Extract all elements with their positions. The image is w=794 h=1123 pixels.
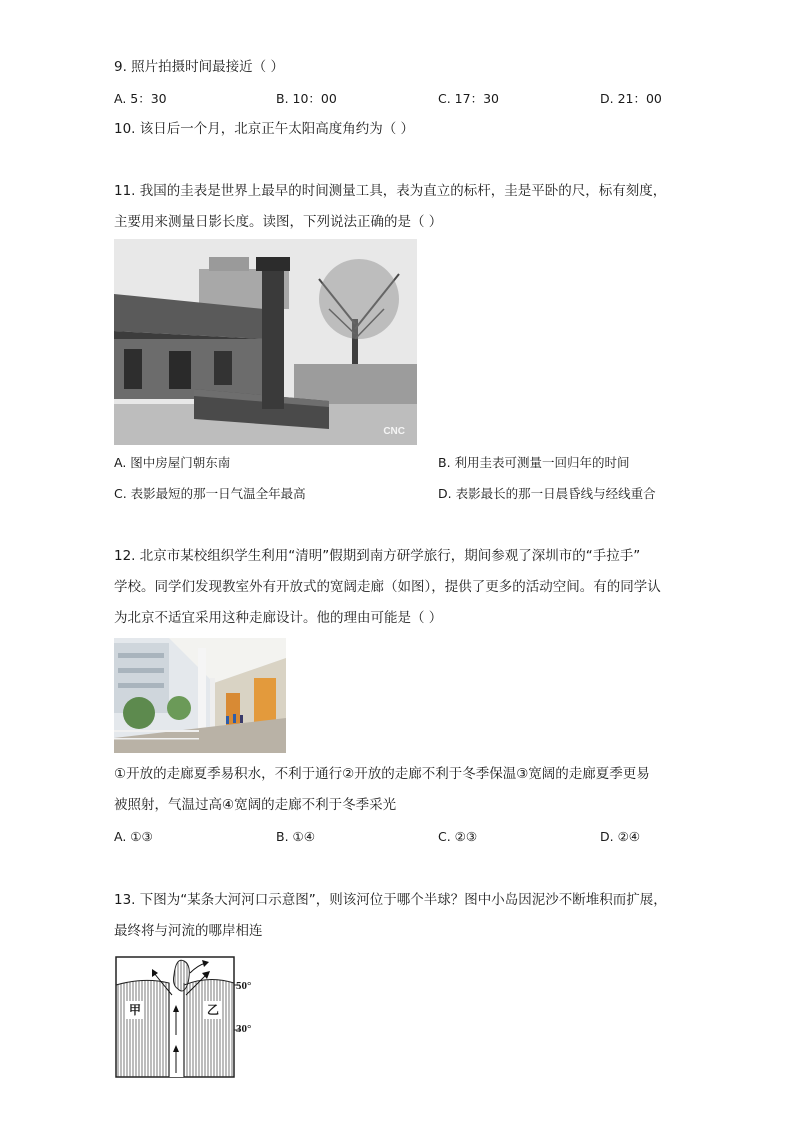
q11-option-d: D. 表影最长的那一日晨昏线与经线重合 <box>438 486 656 501</box>
bank-label-yi: 乙 <box>207 1003 220 1017</box>
river-mouth-diagram <box>114 955 264 1084</box>
q11-stem-line-2: 主要用来测量日影长度。读图，下列说法正确的是（ ） <box>114 214 443 230</box>
q11-stem-line-1: 11. 我国的圭表是世界上最早的时间测量工具，表为直立的标杆，圭是平卧的尺，标有刻度， <box>114 183 667 199</box>
q12-statements-line-1: ①开放的走廊夏季易积水，不利于通行②开放的走廊不利于冬季保温③宽阔的走廊夏季更易 <box>114 766 650 782</box>
corridor-photo <box>114 638 286 753</box>
q12-statements-line-2: 被照射，气温过高④宽阔的走廊不利于冬季采光 <box>114 797 397 813</box>
photo-watermark: CNC <box>383 426 405 437</box>
bank-label-jia: 甲 <box>129 1003 142 1017</box>
q12-option-a: A. ①③ <box>114 829 153 844</box>
q9-option-c: C. 17：30 <box>438 91 499 106</box>
q12-stem-line-1: 12. 北京市某校组织学生利用“清明”假期到南方研学旅行，期间参观了深圳市的“手拉手” <box>114 548 641 564</box>
q13-stem-line-2: 最终将与河流的哪岸相连 <box>114 923 263 939</box>
q9-option-b: B. 10：00 <box>276 91 337 106</box>
latitude-label-50: 50° <box>236 980 252 992</box>
q12-option-b: B. ①④ <box>276 829 315 844</box>
q12-stem-line-3: 为北京不适宜采用这种走廊设计。他的理由可能是（ ） <box>114 610 443 626</box>
q9-option-a: A. 5：30 <box>114 91 167 106</box>
q10-stem: 10. 该日后一个月，北京正午太阳高度角约为（ ） <box>114 121 415 137</box>
q9-option-d: D. 21：00 <box>600 91 662 106</box>
q12-option-c: C. ②③ <box>438 829 478 844</box>
q11-option-b: B. 利用圭表可测量一回归年的时间 <box>438 455 630 470</box>
q12-stem-line-2: 学校。同学们发现教室外有开放式的宽阔走廊（如图），提供了更多的活动空间。有的同学认 <box>114 579 661 595</box>
q11-option-a: A. 图中房屋门朝东南 <box>114 455 231 470</box>
q9-stem: 9. 照片拍摄时间最接近（ ） <box>114 59 284 75</box>
q13-stem-line-1: 13. 下图为“某条大河河口示意图”，则该河位于哪个半球？图中小岛因泥沙不断堆积而扩展， <box>114 892 667 908</box>
q11-option-c: C. 表影最短的那一日气温全年最高 <box>114 486 306 501</box>
latitude-label-30: 30° <box>236 1023 252 1035</box>
q12-option-d: D. ②④ <box>600 829 640 844</box>
gnomon-photo <box>114 239 417 445</box>
